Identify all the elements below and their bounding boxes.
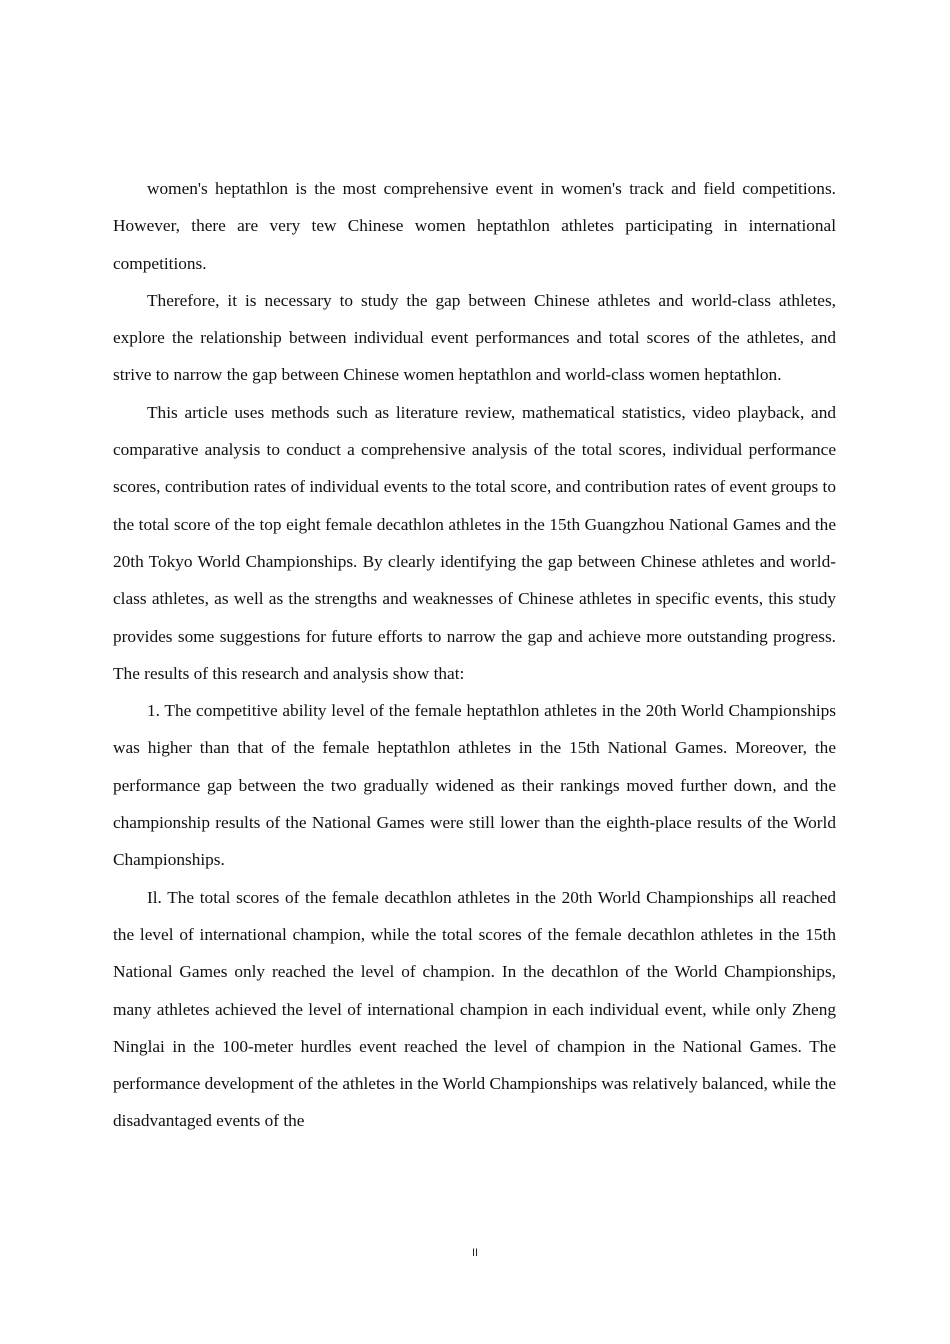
paragraph-finding-1: 1. The competitive ability level of the female heptathlon athletes in the 20th World Championships was higher than that of the female heptathlon athletes in the 15th National Games. Moreover, the performance gap between the two gradually widened as their rankings moved further down, and the championship results of the National Games were still lower than the eighth-place results of the World Championships. — [113, 701, 836, 870]
paragraph-finding-2: Il. The total scores of the female decathlon athletes in the 20th World Championships all reached the level of international champion, while the total scores of the female decathlon athletes in the 15th National Games only reached the level of champion. In the decathlon of the World Championships, many athletes achieved the level of international champion in each individual event, while only Zheng Ninglai in the 100-meter hurdles event reached the level of champion in the National Games. The performance development of the athletes in the World Championships was relatively balanced, while the disadvantaged events of the — [113, 887, 836, 1131]
page-number: II — [471, 1247, 479, 1259]
body-text — [113, 170, 836, 1140]
paragraph-heptathlon-intro: women's heptathlon is the most comprehensive event in women's track and field competitions. However, there are very tew Chinese women heptathlon athletes participating in international competitions. — [113, 179, 836, 273]
paragraph-research-purpose: Therefore, it is necessary to study the gap between Chinese athletes and world-class athletes, explore the relationship between individual event performances and total scores of the athletes, and strive to narrow the gap between Chinese women heptathlon and world-class women heptathlon. — [113, 290, 836, 385]
paragraph-methods: This article uses methods such as literature review, mathematical statistics, video playback, and comparative analysis to conduct a comprehensive analysis of the total scores, individual performance scores, contribution rates of individual events to the total score, and contribution rates of event groups to the total score of the top eight female decathlon athletes in the 15th Guangzhou National Games and the 20th Tokyo World Championships. By clearly identifying the gap between Chinese athletes and world-class athletes, as well as the strengths and weaknesses of Chinese athletes in specific events, this study provides some suggestions for future efforts to narrow the gap and achieve more outstanding progress. The results of this research and analysis show that: — [113, 402, 836, 683]
